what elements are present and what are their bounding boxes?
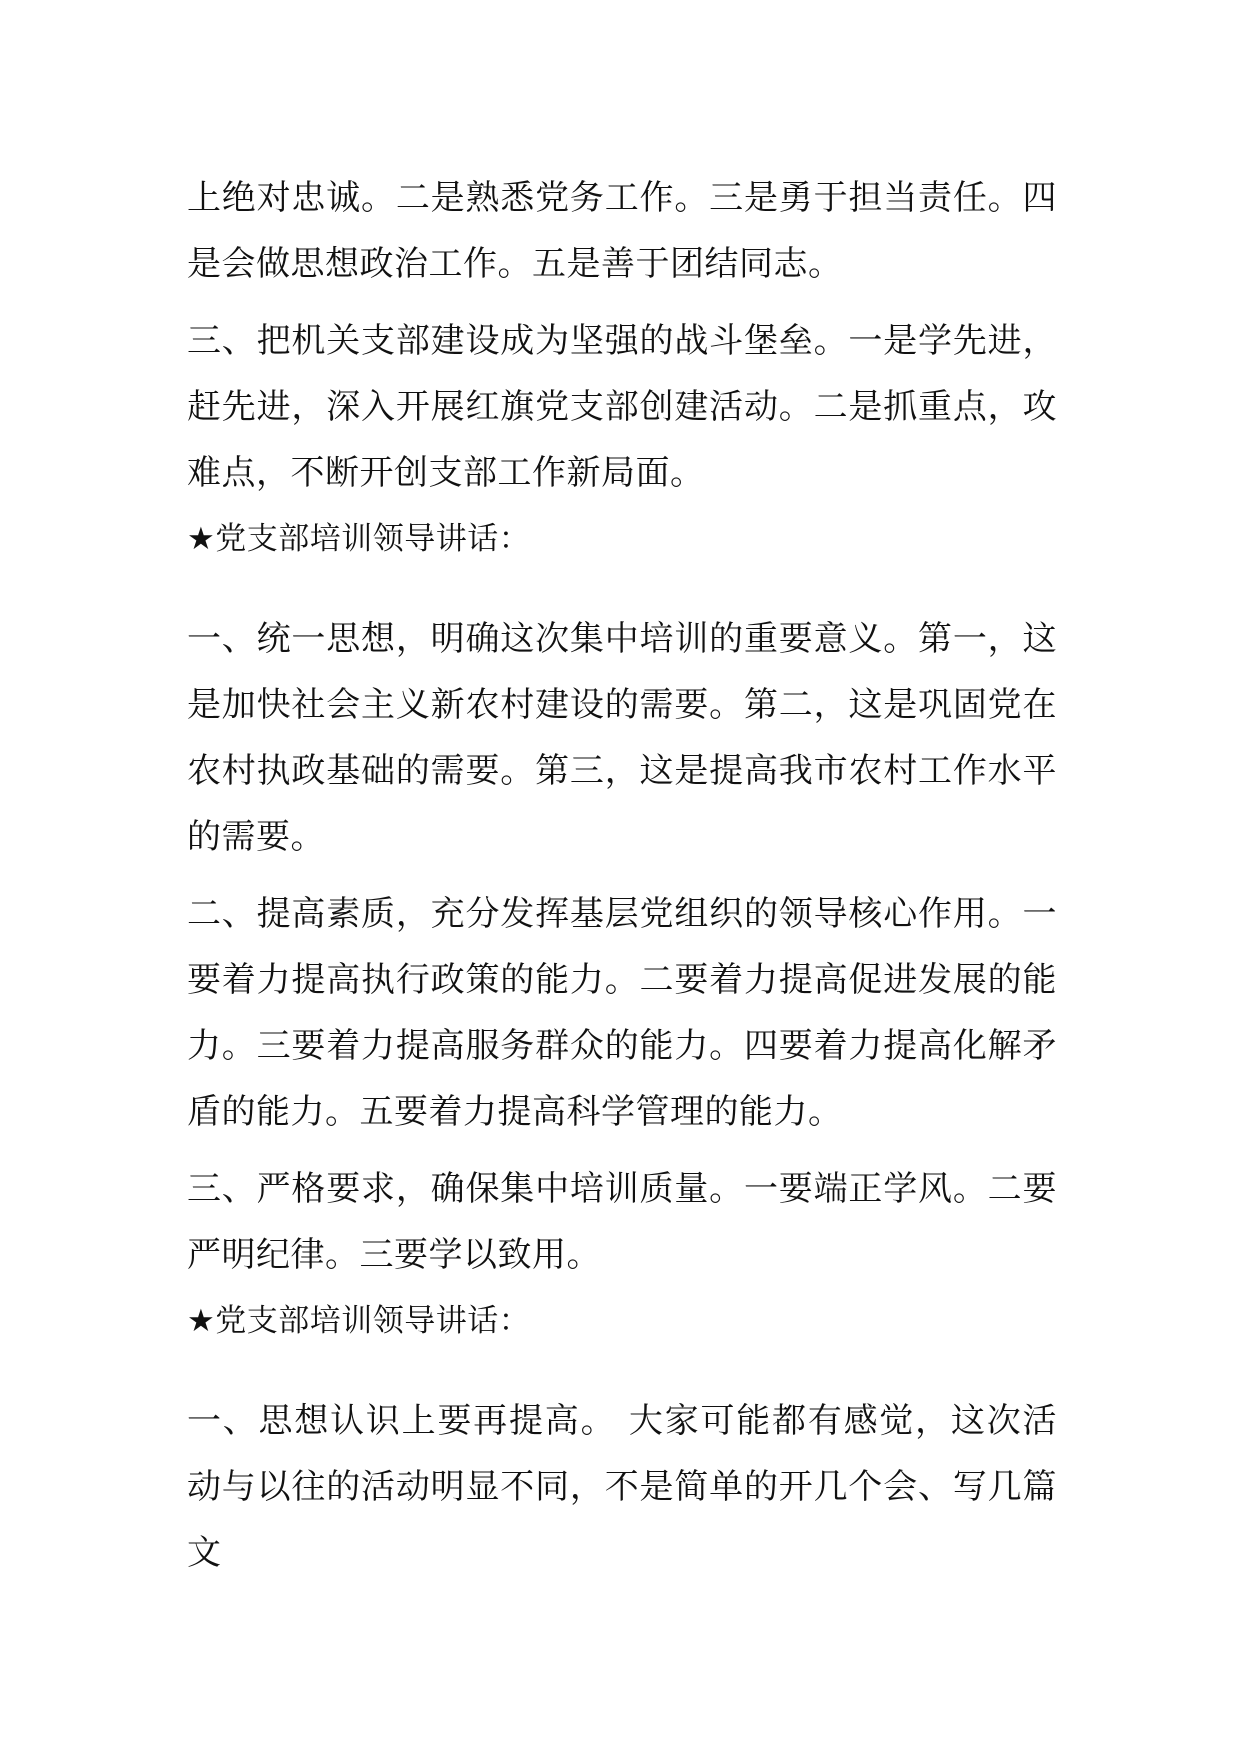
paragraph-strict-requirements: 三、严格要求，确保集中培训质量。一要端正学风。二要严明纪律。三要学以致用。 [187, 1169, 1057, 1275]
section-heading-leader-speech: ★党支部培训领导讲话： [187, 521, 531, 557]
paragraph-loyalty-conclusion: 上绝对忠诚。二是熟悉党务工作。三是勇于担当责任。四是会做思想政治工作。五是善于团结同志。 [187, 178, 1057, 284]
paragraph-unify-thinking: 一、统一思想，明确这次集中培训的重要意义。第一，这是加快社会主义新农村建设的需要。第二，这是巩固党在农村执政基础的需要。第三，这是提高我市农村工作水平的需要。 [187, 619, 1057, 857]
paragraph-ideological-awareness: 一、思想认识上要再提高。 大家可能都有感觉，这次活动与以往的活动明显不同，不是简单的开几个会、写几篇文 [187, 1401, 1057, 1573]
paragraph-improve-quality: 二、提高素质，充分发挥基层党组织的领导核心作用。一要着力提高执行政策的能力。二要着力提高促进发展的能力。三要着力提高服务群众的能力。四要着力提高化解矛盾的能力。五要着力提高科学管理的能力。 [187, 894, 1057, 1132]
document-body [187, 165, 1057, 1586]
section-heading-leader-speech-2: ★党支部培训领导讲话： [187, 1303, 531, 1339]
paragraph-branch-fortress: 三、把机关支部建设成为坚强的战斗堡垒。一是学先进，赶先进，深入开展红旗党支部创建活动。二是抓重点，攻难点，不断开创支部工作新局面。 [187, 321, 1057, 493]
